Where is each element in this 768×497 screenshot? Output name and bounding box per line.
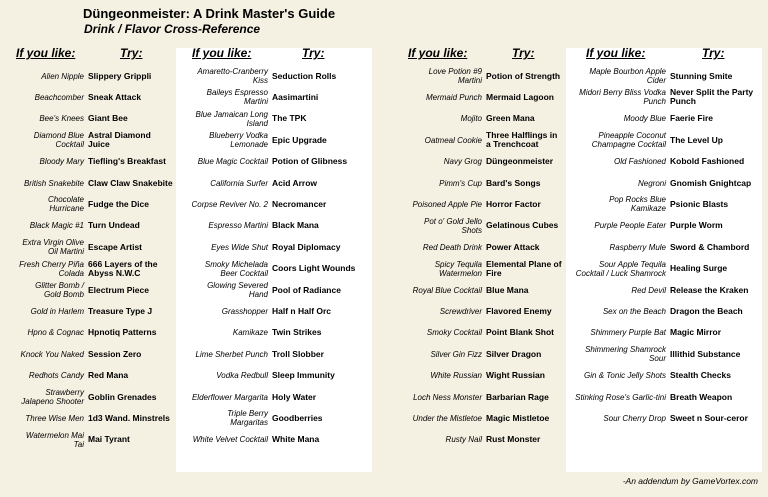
drink-try: Healing Surge <box>670 263 728 274</box>
drink-try: Goodberries <box>272 412 323 423</box>
drink-like: Grasshopper <box>221 306 268 316</box>
table-row <box>406 387 564 407</box>
table-row <box>572 301 764 321</box>
drink-try: The TPK <box>272 113 307 124</box>
drink-try: Kobold Fashioned <box>670 156 745 167</box>
drink-like: Under the Mistletoe <box>412 413 482 423</box>
table-row <box>406 301 564 321</box>
drink-try: Psionic Blasts <box>670 198 729 209</box>
drink-like: Blue Magic Cocktail <box>197 157 268 167</box>
drink-like: White Russian <box>430 371 482 381</box>
table-row <box>572 280 764 300</box>
drink-like: Corpse Reviver No. 2 <box>191 199 268 209</box>
col-like-header: If you like: <box>16 46 76 60</box>
drink-like: Pimm's Cup <box>439 178 482 188</box>
drink-like: Oatmeal Cookie <box>424 135 482 145</box>
drink-try: Stealth Checks <box>670 370 731 381</box>
drink-try: Red Mana <box>88 370 129 381</box>
table-row <box>188 259 368 279</box>
drink-like: California Surfer <box>210 178 268 188</box>
table-row <box>188 109 368 129</box>
drink-try: Potion of Glibness <box>272 156 348 167</box>
drink-like: Maple Bourbon Apple Cider <box>589 67 666 85</box>
drink-like: Extra Virgin Olive Oil Martini <box>22 238 84 257</box>
drink-like: Redhots Candy <box>28 371 84 381</box>
table-row <box>572 87 764 107</box>
drink-try: Holy Water <box>272 391 317 402</box>
drink-try: White Mana <box>272 434 320 445</box>
drink-like: Glitter Bomb / Gold Bomb <box>35 281 84 299</box>
drink-try: Troll Slobber <box>272 348 324 359</box>
table-row <box>16 109 174 129</box>
table-row <box>406 66 564 86</box>
drink-like: Blueberry Vodka Lemonade <box>209 131 268 150</box>
drink-try: Bard's Songs <box>486 177 541 188</box>
drink-like: Hpno & Cognac <box>27 328 84 338</box>
table-row <box>16 366 174 386</box>
drink-like: Midori Berry Bliss Vodka Punch <box>579 88 666 107</box>
table-row <box>572 237 764 257</box>
table-row <box>188 387 368 407</box>
drink-like: Love Potion #9 Martini <box>428 67 482 85</box>
table-row <box>188 194 368 214</box>
drink-try: Royal Diplomacy <box>272 241 341 252</box>
table-row <box>406 130 564 150</box>
table-row <box>406 237 564 257</box>
table-row <box>188 408 368 428</box>
table-row <box>16 280 174 300</box>
drink-like: British Snakebite <box>23 178 84 188</box>
table-row <box>572 194 764 214</box>
drink-try: Green Mana <box>486 113 535 124</box>
drink-try: Epic Upgrade <box>272 134 327 145</box>
table-row <box>406 109 564 129</box>
table-row <box>572 109 764 129</box>
drink-try: Gnomish Gnightcap <box>670 177 752 188</box>
table-row <box>572 173 764 193</box>
drink-like: Purple People Eater <box>594 221 666 231</box>
drink-try: Never Split the Party Punch <box>670 87 754 107</box>
table-row <box>188 323 368 343</box>
drink-try: Turn Undead <box>88 220 140 231</box>
drink-like: Kamikaze <box>232 328 268 338</box>
drink-try: Treasure Type J <box>88 305 153 316</box>
table-row <box>406 344 564 364</box>
drink-try: Breath Weapon <box>670 391 733 402</box>
drink-like: Diamond Blue Cocktail <box>33 131 84 150</box>
drink-like: Pot o' Gold Jello Shots <box>423 216 482 235</box>
drink-like: Red Death Drink <box>422 242 482 252</box>
col-like-header: If you like: <box>408 46 468 60</box>
drink-like: Glowing Severed Hand <box>207 281 268 299</box>
drink-like: Bee's Knees <box>39 114 84 124</box>
table-row <box>16 216 174 236</box>
drink-like: Three Wise Men <box>25 413 84 423</box>
table-row <box>406 216 564 236</box>
drink-like: Black Magic #1 <box>29 221 84 231</box>
table-row <box>16 66 174 86</box>
table-row <box>16 387 174 407</box>
table-row <box>188 216 368 236</box>
drink-try: Hpnotiq Patterns <box>88 327 157 338</box>
drink-try: Power Attack <box>486 241 540 252</box>
drink-like: Stinking Rose's Garlic-tini <box>575 392 666 402</box>
drink-like: Vodka Redbull <box>216 371 268 381</box>
page-subtitle: Drink / Flavor Cross-Reference <box>84 22 261 36</box>
table-row <box>572 387 764 407</box>
table-row <box>16 323 174 343</box>
table-row <box>16 259 174 279</box>
table-row <box>406 194 564 214</box>
drink-try: Seduction Rolls <box>272 70 337 81</box>
drink-try: Purple Worm <box>670 220 723 231</box>
drink-try: Wight Russian <box>486 370 545 381</box>
col-try-header: Try: <box>302 46 325 60</box>
drink-like: Chocolate Hurricane <box>47 195 84 214</box>
drink-like: Shimmering Shamrock Sour <box>585 345 666 364</box>
table-row <box>16 130 174 150</box>
drink-like: Alien Nipple <box>41 71 84 81</box>
drink-like: Navy Grog <box>443 157 482 167</box>
table-row <box>188 430 368 450</box>
drink-try: Silver Dragon <box>486 348 542 359</box>
drink-like: Silver Gin Fizz <box>430 349 482 359</box>
drink-like: Rusty Nail <box>445 435 482 445</box>
table-row <box>572 344 764 364</box>
drink-like: Baileys Espresso Martini <box>206 88 268 107</box>
table-row <box>406 152 564 172</box>
drink-try: Gelatinous Cubes <box>486 220 559 231</box>
drink-try: Horror Factor <box>486 198 541 209</box>
col-try-header: Try: <box>120 46 143 60</box>
table-row <box>406 323 564 343</box>
drink-like: Old Fashioned <box>613 157 666 167</box>
drink-try: Potion of Strength <box>486 70 561 81</box>
drink-try: Stunning Smite <box>670 70 733 81</box>
drink-try: Astral Diamond Juice <box>88 130 151 150</box>
drink-try: Aasimartini <box>272 91 319 102</box>
drink-try: Escape Artist <box>88 241 143 252</box>
drink-like: Screwdriver <box>439 306 482 316</box>
drink-try: Sword & Chambord <box>670 241 750 252</box>
drink-like: Fresh Cherry Piña Colada <box>19 259 84 278</box>
table-row <box>188 301 368 321</box>
col-like-header: If you like: <box>586 46 646 60</box>
drink-like: Raspberry Mule <box>609 242 666 252</box>
drink-try: Tiefling's Breakfast <box>88 156 166 167</box>
drink-like: Sex on the Beach <box>602 306 666 316</box>
table-row <box>188 66 368 86</box>
drink-like: Sour Apple Tequila Cocktail / Luck Shamrock <box>575 259 666 278</box>
drink-like: Smoky Cocktail <box>426 328 482 338</box>
drink-try: Blue Mana <box>486 284 529 295</box>
table-row <box>406 259 564 279</box>
drink-try: Release the Kraken <box>670 284 749 295</box>
drink-like: Knock You Naked <box>20 349 84 359</box>
table-row <box>406 280 564 300</box>
table-row <box>572 323 764 343</box>
drink-like: Royal Blue Cocktail <box>412 285 482 295</box>
drink-like: Pop Rocks Blue Kamikaze <box>609 195 666 214</box>
drink-try: Point Blank Shot <box>486 327 554 338</box>
drink-like: Elderflower Margarita <box>191 392 268 402</box>
credit-text: -An addendum by GameVortex.com <box>622 476 758 486</box>
table-row <box>16 237 174 257</box>
drink-like: Triple Berry Margaritas <box>227 409 268 428</box>
table-row <box>572 152 764 172</box>
drink-like: Mermaid Punch <box>425 92 482 102</box>
table-row <box>188 130 368 150</box>
drink-try: Faerie Fire <box>670 113 713 124</box>
drink-try: Necromancer <box>272 198 327 209</box>
table-row <box>406 408 564 428</box>
drink-try: Rust Monster <box>486 434 541 445</box>
drink-like: Sour Cherry Drop <box>603 413 666 423</box>
drink-try: Slippery Grippli <box>88 70 152 81</box>
drink-try: Half n Half Orc <box>272 305 332 316</box>
drink-try: Claw Claw Snakebite <box>88 177 173 188</box>
drink-like: Amaretto-Cranberry Kiss <box>197 67 268 85</box>
table-row <box>16 430 174 450</box>
drink-try: Elemental Plane of Fire <box>486 258 562 278</box>
table-row <box>188 237 368 257</box>
drink-try: 1d3 Wand. Minstrels <box>88 412 170 423</box>
drink-like: Lime Sherbet Punch <box>195 349 268 359</box>
drink-try: Magic Mirror <box>670 327 722 338</box>
drink-try: Illithid Substance <box>670 348 741 359</box>
table-row <box>16 152 174 172</box>
table-row <box>16 344 174 364</box>
col-try-header: Try: <box>702 46 725 60</box>
drink-like: Smoky Michelada Beer Cocktail <box>204 259 268 278</box>
drink-try: Twin Strikes <box>272 327 322 338</box>
drink-try: Magic Mistletoe <box>486 412 550 423</box>
table-row <box>16 408 174 428</box>
table-row <box>406 173 564 193</box>
table-row <box>16 301 174 321</box>
table-row <box>188 87 368 107</box>
drink-like: Beachcomber <box>34 92 84 102</box>
table-row <box>16 173 174 193</box>
drink-try: Three Halflings in a Trenchcoat <box>486 130 558 150</box>
drink-try: Fudge the Dice <box>88 198 149 209</box>
drink-like: Espresso Martini <box>208 221 268 231</box>
drink-try: Black Mana <box>272 220 319 231</box>
drink-try: 666 Layers of the Abyss N.W.C <box>88 258 158 278</box>
drink-like: Pineapple Coconut Champagne Cocktail <box>591 131 666 150</box>
table-row <box>188 280 368 300</box>
drink-try: Acid Arrow <box>272 177 318 188</box>
table-row <box>572 366 764 386</box>
table-row <box>16 194 174 214</box>
drink-like: Gin & Tonic Jelly Shots <box>584 371 666 381</box>
drink-like: White Velvet Cocktail <box>192 435 268 445</box>
drink-like: Strawberry Jalapeno Shooter <box>21 388 84 406</box>
drink-like: Bloody Mary <box>39 157 84 167</box>
drink-like: Blue Jamaican Long Island <box>195 109 268 128</box>
drink-like: Gold in Harlem <box>30 306 84 316</box>
drink-like: Poisoned Apple Pie <box>412 199 482 209</box>
drink-try: Mai Tyrant <box>88 434 130 445</box>
drink-try: Sneak Attack <box>88 91 142 102</box>
drink-try: Sweet n Sour-ceror <box>670 412 748 423</box>
drink-like: Shimmery Purple Bat <box>590 328 666 338</box>
table-row <box>406 430 564 450</box>
table-row <box>188 152 368 172</box>
table-row <box>188 344 368 364</box>
col-try-header: Try: <box>512 46 535 60</box>
drink-try: Giant Bee <box>88 113 128 124</box>
drink-try: Pool of Radiance <box>272 284 341 295</box>
drink-like: Watermelon Mai Tai <box>25 430 84 449</box>
table-row <box>406 366 564 386</box>
table-row <box>16 87 174 107</box>
drink-try: Mermaid Lagoon <box>486 91 555 102</box>
table-row <box>572 430 764 450</box>
drink-like: Spicy Tequila Watermelon <box>434 259 482 278</box>
drink-like: Red Devil <box>631 285 666 295</box>
drink-try: Dragon the Beach <box>670 305 743 316</box>
drink-like: Loch Ness Monster <box>413 392 482 402</box>
drink-like: Moody Blue <box>623 114 666 124</box>
drink-try: Düngeonmeister <box>486 156 554 167</box>
drink-try: Barbarian Rage <box>486 391 549 402</box>
table-row <box>188 366 368 386</box>
table-row <box>572 259 764 279</box>
table-row <box>572 408 764 428</box>
drink-like: Eyes Wide Shut <box>211 242 268 252</box>
drink-try: Goblin Grenades <box>88 391 157 402</box>
drink-like: Negroni <box>637 178 666 188</box>
drink-like: Mojito <box>460 114 482 124</box>
drink-try: The Level Up <box>670 134 723 145</box>
table-row <box>572 66 764 86</box>
table-row <box>188 173 368 193</box>
drink-try: Sleep Immunity <box>272 370 335 381</box>
page-title: Düngeonmeister: A Drink Master's Guide <box>83 6 336 21</box>
drink-try: Electrum Piece <box>88 284 149 295</box>
table-row <box>406 87 564 107</box>
table-row <box>572 130 764 150</box>
drink-try: Coors Light Wounds <box>272 263 356 274</box>
col-like-header: If you like: <box>192 46 252 60</box>
drink-try: Flavored Enemy <box>486 305 552 316</box>
drink-try: Session Zero <box>88 348 142 359</box>
table-row <box>572 216 764 236</box>
